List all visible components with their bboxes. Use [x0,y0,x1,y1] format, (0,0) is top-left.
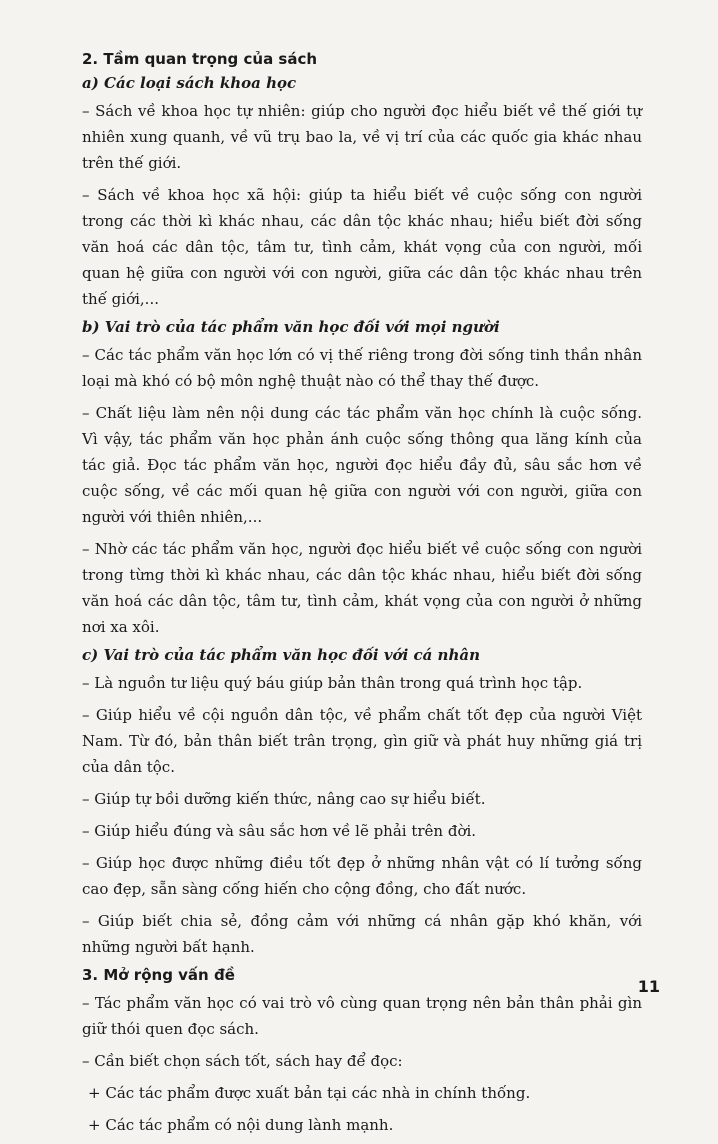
section-3-heading: 3. Mở rộng vấn đề [82,966,235,984]
subsection-c-heading: c) Vai trò của tác phẩm văn học đối với cá nhân [82,646,480,664]
bullet-item: + Các tác phẩm được xuất bản tại các nhà in chính thống. [88,1084,531,1102]
paragraph: – Chất liệu làm nên nội dung các tác phẩm văn học chính là cuộc sống. Vì vậy, tác phẩm văn học phản ánh cuộc sống thông qua lăng kính của tác giả. Đọc tác phẩm văn học, người đọc hiểu đầy đủ, sâu sắc hơn về cuộc sống, về các mối quan hệ giữa con người với con người, giữa con người với thiên nhiên,... [82,404,642,526]
paragraph: – Giúp biết chia sẻ, đồng cảm với những cá nhân gặp khó khăn, với những người bất hạnh. [82,912,642,956]
paragraph: – Sách về khoa học xã hội: giúp ta hiểu biết về cuộc sống con người trong các thời kì khác nhau, các dân tộc khác nhau; hiểu biết đời sống văn hoá các dân tộc, tâm tư, tình cảm, khát vọng của con người, mối quan hệ giữa con người với con người, giữa các dân tộc khác nhau trên thế giới,... [82,186,642,308]
page-number: 11 [637,977,660,996]
paragraph: – Giúp hiểu đúng và sâu sắc hơn về lẽ phải trên đời. [82,822,477,840]
paragraph: – Tác phẩm văn học có vai trò vô cùng quan trọng nên bản thân phải gìn giữ thói quen đọc sách. [82,994,642,1038]
bullet-item: + Các tác phẩm có nội dung lành mạnh. [88,1116,394,1134]
paragraph: – Cần biết chọn sách tốt, sách hay để đọc: [82,1052,403,1070]
section-2-heading: 2. Tầm quan trọng của sách [82,50,318,68]
paragraph: – Nhờ các tác phẩm văn học, người đọc hiểu biết về cuộc sống con người trong từng thời kì khác nhau, các dân tộc khác nhau, hiểu biết đời sống văn hoá các dân tộc, tâm tư, tình cảm, khát vọng của con người ở những nơi xa xôi. [82,540,642,636]
paragraph: – Là nguồn tư liệu quý báu giúp bản thân trong quá trình học tập. [82,674,583,692]
subsection-a-heading: a) Các loại sách khoa học [82,74,297,92]
page-content [82,50,642,1144]
paragraph: – Giúp hiểu về cội nguồn dân tộc, về phẩm chất tốt đẹp của người Việt Nam. Từ đó, bản thân biết trân trọng, gìn giữ và phát huy những giá trị của dân tộc. [82,706,642,776]
paragraph: – Giúp học được những điều tốt đẹp ở những nhân vật có lí tưởng sống cao đẹp, sẵn sàng cống hiến cho cộng đồng, cho đất nước. [82,854,642,898]
subsection-b-heading: b) Vai trò của tác phẩm văn học đối với mọi người [82,318,500,336]
paragraph: – Giúp tự bồi dưỡng kiến thức, nâng cao sự hiểu biết. [82,790,486,808]
paragraph: – Các tác phẩm văn học lớn có vị thế riêng trong đời sống tinh thần nhân loại mà khó có bộ môn nghệ thuật nào có thể thay thế được. [82,346,642,390]
paragraph: – Sách về khoa học tự nhiên: giúp cho người đọc hiểu biết về thế giới tự nhiên xung quanh, về vũ trụ bao la, về vị trí của các quốc gia khác nhau trên thế giới. [82,102,642,172]
